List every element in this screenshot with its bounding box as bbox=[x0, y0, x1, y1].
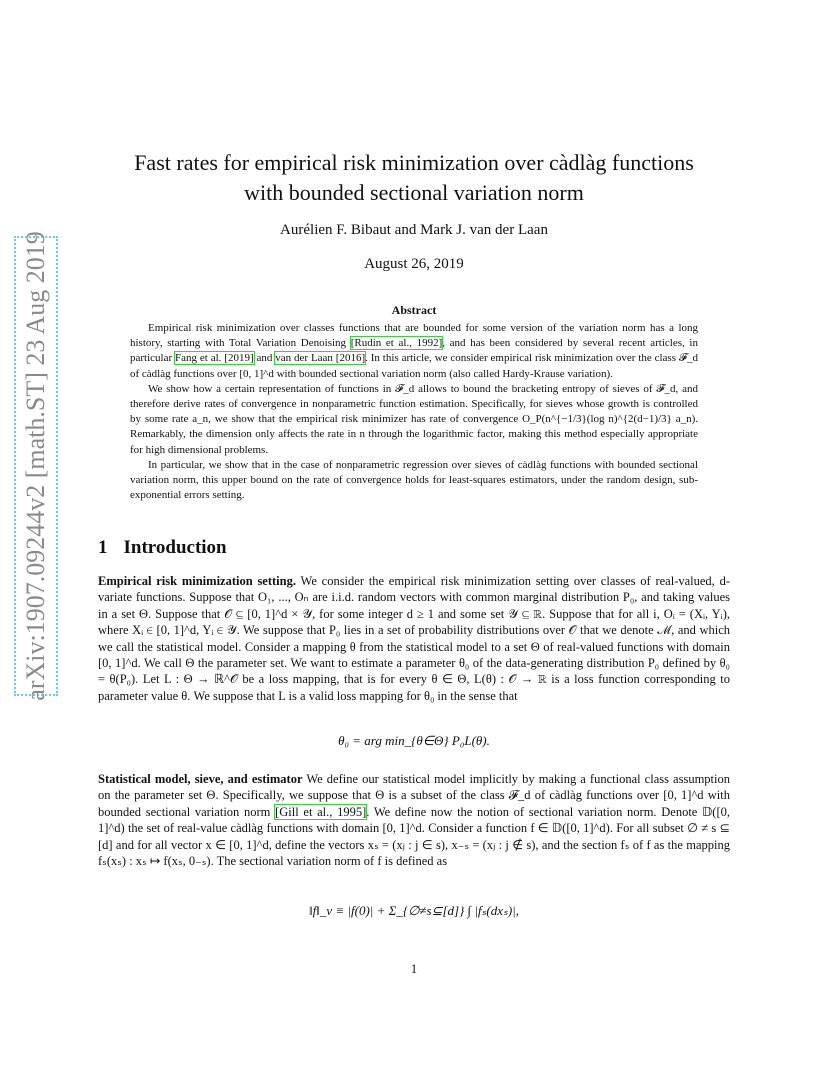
abstract-heading: Abstract bbox=[391, 303, 437, 317]
abstract-text: , and has been considered by several recent articles, in particular bbox=[130, 337, 698, 365]
abstract-paragraph-1 bbox=[130, 321, 698, 382]
equation-variation-norm: ‖f‖_v ≡ |f(0)| + Σ_{∅≠s⊆[d]} ∫ |fₛ(dxₛ)|, bbox=[309, 903, 519, 918]
authors: Aurélien F. Bibaut and Mark J. van der Laan bbox=[280, 222, 548, 238]
section-title: Introduction bbox=[123, 537, 227, 558]
abstract bbox=[130, 321, 698, 503]
arxiv-identifier: arXiv:1907.09244v2 [math.ST] 23 Aug 2019 bbox=[21, 231, 50, 701]
title-line-1: Fast rates for empirical risk minimization over càdlàg functions bbox=[134, 150, 694, 175]
paper-title bbox=[98, 148, 730, 208]
page-number: 1 bbox=[410, 962, 418, 976]
abstract-paragraph-2: We show how a certain representation of functions in 𝓕_d allows to bound the bracketing entropy of sieves of 𝓕_d, and therefore derive rates of convergence in nonparametric function estimation. Specifically, for sieves whose growth is controlled by some rate a_n, we show that the empirical risk minimizer has rate of convergence O_P(n^{−1/3}(log n)^{2(d−1)/3} a_n). Remarkably, the dimension only affects the rate in n through the logarithmic factor, making this method especially appropriate for high dimensional problems. bbox=[130, 382, 698, 456]
abstract-paragraph-3: In particular, we show that in the case of nonparametric regression over sieves of càdlàg functions with bounded sectional variation norm, this upper bound on the rate of convergence holds for least-squares estimators, under the random design, sub-exponential errors setting. bbox=[130, 458, 698, 502]
section-heading bbox=[98, 537, 227, 559]
abstract-text: . In this article, we consider empirical risk minimization over the class 𝓕_d of càdlàg functions over [0, 1]^d with bounded sectional variation norm (also called Hardy-Krause variation). bbox=[130, 352, 698, 380]
citation-link[interactable]: [Gill et al., 1995] bbox=[275, 804, 367, 819]
equation-argmin: θ₀ = arg min_{θ∈Θ} P₀L(θ). bbox=[338, 733, 490, 748]
citation-link[interactable]: van der Laan [2016] bbox=[275, 352, 366, 365]
intro-paragraph-2 bbox=[98, 771, 730, 869]
run-in-heading: Empirical risk minimization setting. bbox=[98, 574, 296, 588]
abstract-text: Empirical risk minimization over classes functions that are bounded for some version of the variation norm has a long history, starting with Total Variation Denoising bbox=[130, 322, 698, 350]
abstract-text: and bbox=[253, 352, 276, 365]
run-in-heading: Statistical model, sieve, and estimator bbox=[98, 772, 303, 786]
title-line-2: with bounded sectional variation norm bbox=[244, 180, 584, 205]
paragraph-text: We define our statistical model implicitly by making a functional class assumption on the parameter set Θ. Specifically, we suppose that Θ is a subset of the class 𝓕_d of càdlàg functions over [0, 1]^d with bounded sectional variation norm bbox=[98, 772, 731, 819]
citation-link[interactable]: [Rudin et al., 1992] bbox=[350, 337, 443, 350]
intro-paragraph-1 bbox=[98, 573, 730, 704]
arxiv-stamp bbox=[14, 231, 58, 701]
citation-link[interactable]: Fang et al. [2019] bbox=[175, 352, 254, 365]
paragraph-text: . We define now the notion of sectional variation norm. Denote 𝔻([0, 1]^d) the set of real-value càdlàg functions with domain [0, 1]^d. Consider a function f ∈ 𝔻([0, 1]^d). For all subset ∅ ≠ s ⊆ [d] and for all vector x ∈ [0, 1]^d, define the vectors xₛ = (xⱼ : j ∈ s), x₋ₛ = (xⱼ : j ∉ s), and the section fₛ of f as the mapping fₛ(xₛ) : xₛ ↦ f(xₛ, 0₋ₛ). The sectional variation norm of f is defined as bbox=[98, 804, 730, 869]
section-number: 1 bbox=[98, 537, 108, 558]
date: August 26, 2019 bbox=[364, 256, 464, 272]
paragraph-text: We consider the empirical risk minimization setting over classes of real-valued, d-variate functions. Suppose that O₁, ..., Oₙ are i.i.d. random vectors with common marginal distribution P₀, and taking values in a set Θ. Suppose that 𝒪 ⊆ [0, 1]^d × 𝒴, for some integer d ≥ 1 and some set 𝒴 ⊆ ℝ. Suppose that for all i, Oᵢ = (Xᵢ, Yᵢ), where Xᵢ ∈ [0, 1]^d, Yᵢ ∈ 𝒴. We suppose that P₀ lies in a set of probability distributions over 𝒪 that we denote ℳ, and which we call the statistical model. Consider a mapping θ from the statistical model to a set Θ of real-valued functions with domain [0, 1]^d. We call Θ the parameter set. We want to estimate a parameter θ₀ of the data-generating distribution P₀ defined by θ₀ = θ(P₀). Let L : Θ → ℝ^𝒪 be a loss mapping, that is for every θ ∈ Θ, L(θ) : 𝒪 → ℝ is a loss function corresponding to parameter value θ. We suppose that L is a valid loss mapping for θ₀ in the sense that bbox=[98, 574, 730, 703]
